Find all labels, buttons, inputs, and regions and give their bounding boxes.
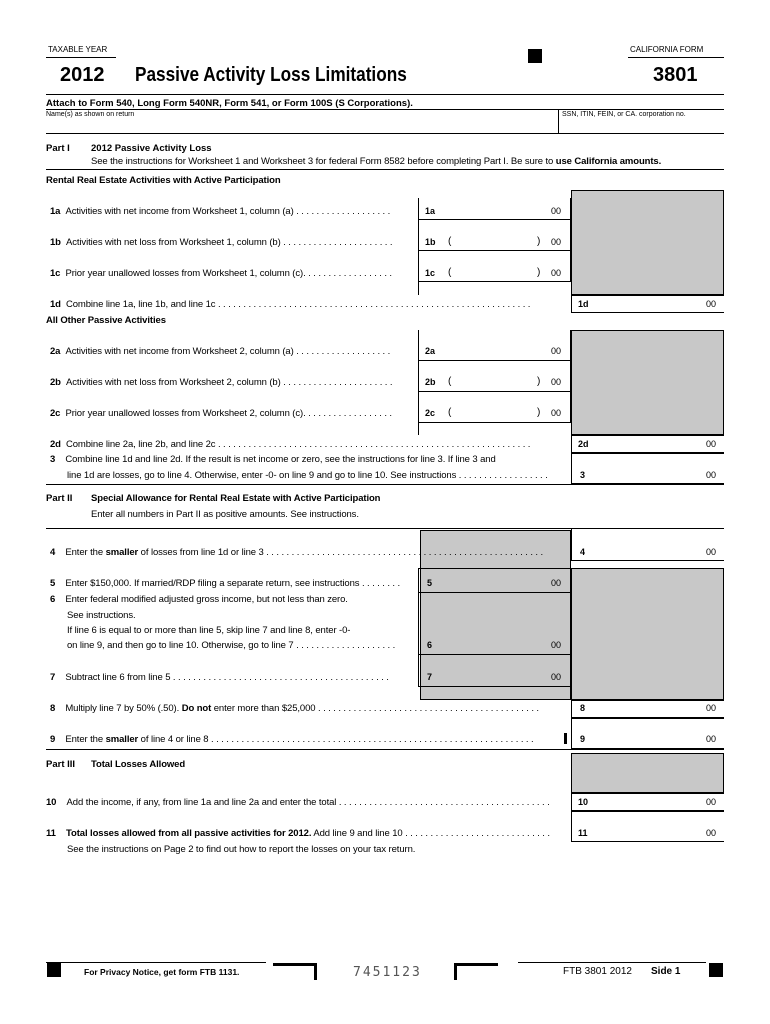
cents-2d: 00 <box>706 439 717 449</box>
cents-1c: 00 <box>551 268 562 278</box>
line-8-label: 8 Multiply line 7 by 50% (.50). Do not enter more than $25,000 . . . . . . . . . . . . . . . . . . . . . . . . . . . . . . . . . . . . . . . . . . . . <box>50 703 539 714</box>
cents-3: 00 <box>706 470 717 480</box>
box-label-5: 5 <box>427 578 433 588</box>
form-title: Passive Activity Loss Limitations <box>135 64 407 86</box>
line-1c-label: 1c Prior year unallowed losses from Worksheet 1, column (c). . . . . . . . . . . . . . . . . . <box>50 268 392 279</box>
line-10-input[interactable] <box>571 793 724 811</box>
line-1d-label: 1d Combine line 1a, line 1b, and line 1c . . . . . . . . . . . . . . . . . . . . . . . . . . . . . . . . . . . . . . . . . . . . . . . . . . . . . . . . . . . . . . <box>50 299 531 310</box>
paren-close: ) <box>537 267 541 278</box>
cents-1d: 00 <box>706 299 717 309</box>
line-1b-input[interactable] <box>418 220 571 251</box>
cents-11: 00 <box>706 828 717 838</box>
line-1c-input[interactable] <box>418 251 571 282</box>
line-2b-label: 2b Activities with net loss from Worksheet 2, column (b) . . . . . . . . . . . . . . . . . . . . . . <box>50 377 393 388</box>
cents-6: 00 <box>551 640 562 650</box>
line-2d-input[interactable] <box>571 435 724 453</box>
part2-description: Enter all numbers in Part II as positive amounts. See instructions. <box>91 509 359 520</box>
part1-title: 2012 Passive Activity Loss <box>91 143 212 154</box>
cents-10: 00 <box>706 797 717 807</box>
line-11-label-cont: See the instructions on Page 2 to find out how to report the losses on your tax return. <box>67 844 416 855</box>
line-1b-label: 1b Activities with net loss from Worksheet 1, column (b) . . . . . . . . . . . . . . . . . . . . . . <box>50 237 393 248</box>
line-2c-label: 2c Prior year unallowed losses from Worksheet 2, column (c). . . . . . . . . . . . . . . . . . <box>50 408 392 419</box>
line-5-label: 5 Enter $150,000. If married/RDP filing a separate return, see instructions . . . . . . . . <box>50 578 401 589</box>
shaded-area <box>571 190 724 295</box>
part1-label: Part I <box>46 143 70 154</box>
ssn-field[interactable] <box>560 118 724 132</box>
cents-7: 00 <box>551 672 562 682</box>
line-7-input[interactable] <box>418 654 571 687</box>
line-2c-input[interactable] <box>418 392 571 423</box>
registration-mark <box>709 963 723 977</box>
rental-heading: Rental Real Estate Activities with Active Participation <box>46 175 281 186</box>
form-id: FTB 3801 2012 <box>563 966 632 977</box>
line-6-input[interactable] <box>418 592 571 655</box>
box-label-1a: 1a <box>425 206 436 216</box>
line-6-label: 6 Enter federal modified adjusted gross income, but not less than zero. <box>50 594 348 605</box>
part3-title: Total Losses Allowed <box>91 759 186 770</box>
part2-title: Special Allowance for Rental Real Estate with Active Participation <box>91 493 381 504</box>
paren-open: ( <box>448 376 452 387</box>
cents-2c: 00 <box>551 408 562 418</box>
attach-instruction: Attach to Form 540, Long Form 540NR, Form 541, or Form 100S (S Corporations). <box>46 98 413 109</box>
paren-close: ) <box>537 236 541 247</box>
line-3-label-cont: line 1d are losses, go to line 4. Otherwise, enter -0- on line 9 and go to line 10. See instructions . . . . . . . . . . . . . . . . . . <box>67 470 548 481</box>
arrow-mark <box>564 733 567 744</box>
box-label-11: 11 <box>578 828 588 838</box>
box-label-1d: 1d <box>578 299 589 309</box>
line-6-label-cont: on line 9, and then go to line 10. Otherwise, go to line 7 . . . . . . . . . . . . . . . . . . . . <box>67 640 396 651</box>
line-7-label: 7 Subtract line 6 from line 5 . . . . . . . . . . . . . . . . . . . . . . . . . . . . . . . . . . . . . . . . . . . <box>50 672 389 683</box>
paren-open: ( <box>448 267 452 278</box>
line-5-input[interactable] <box>418 568 571 593</box>
side-number: Side 1 <box>651 966 681 977</box>
registration-mark <box>47 963 61 977</box>
line-9-input[interactable] <box>571 718 724 749</box>
box-label-1b: 1b <box>425 237 436 247</box>
line-1d-input[interactable] <box>571 295 724 313</box>
line-6-label-cont: See instructions. <box>67 610 136 621</box>
paren-close: ) <box>537 407 541 418</box>
line-2a-label: 2a Activities with net income from Worksheet 2, column (a) . . . . . . . . . . . . . . . . . . . <box>50 346 391 357</box>
paren-close: ) <box>537 376 541 387</box>
line-9-label: 9 Enter the smaller of line 4 or line 8 . . . . . . . . . . . . . . . . . . . . . . . . . . . . . . . . . . . . . . . . . . . . . . . . . . . . . . . . . . . . . . . . <box>50 734 534 745</box>
box-label-7: 7 <box>427 672 433 682</box>
part3-label: Part III <box>46 759 76 770</box>
box-label-3: 3 <box>580 470 586 480</box>
box-label-2b: 2b <box>425 377 436 387</box>
form-number: 3801 <box>653 64 698 86</box>
part1-description: See the instructions for Worksheet 1 and Worksheet 3 for federal Form 8582 before completing Part I. Be sure to use California amounts. <box>91 156 662 167</box>
line-3-input[interactable] <box>571 453 724 484</box>
name-field[interactable] <box>46 118 556 132</box>
cents-5: 00 <box>551 578 562 588</box>
shaded-area <box>571 568 724 700</box>
other-heading: All Other Passive Activities <box>46 315 166 326</box>
cents-8: 00 <box>706 703 717 713</box>
name-label: Name(s) as shown on return <box>46 111 135 118</box>
line-2b-input[interactable] <box>418 361 571 392</box>
line-2d-label: 2d Combine line 2a, line 2b, and line 2c . . . . . . . . . . . . . . . . . . . . . . . . . . . . . . . . . . . . . . . . . . . . . . . . . . . . . . . . . . . . . . <box>50 439 531 450</box>
box-label-2d: 2d <box>578 439 589 449</box>
tax-year: 2012 <box>60 64 105 86</box>
paren-open: ( <box>448 407 452 418</box>
cents-9: 00 <box>706 734 717 744</box>
box-label-1c: 1c <box>425 268 436 278</box>
part2-label: Part II <box>46 493 73 504</box>
ssn-label: SSN, ITIN, FEIN, or CA. corporation no. <box>562 111 686 118</box>
line-6-label-cont: If line 6 is equal to or more than line 5, skip line 7 and line 8, enter -0- <box>67 625 351 636</box>
line-8-input[interactable] <box>571 700 724 718</box>
privacy-notice: For Privacy Notice, get form FTB 1131. <box>84 967 240 977</box>
line-11-input[interactable] <box>571 811 724 842</box>
cents-2b: 00 <box>551 377 562 387</box>
cents-2a: 00 <box>551 346 562 356</box>
line-1a-label: 1a Activities with net income from Worksheet 1, column (a) . . . . . . . . . . . . . . . . . . . <box>50 206 391 217</box>
box-label-4: 4 <box>580 547 586 557</box>
line-4-label: 4 Enter the smaller of losses from line 1d or line 3 . . . . . . . . . . . . . . . . . . . . . . . . . . . . . . . . . . . . . . . . . . . . . . . . . . . . . . . <box>50 547 544 558</box>
california-form-label: CALIFORNIA FORM <box>630 45 704 54</box>
line-2a-input[interactable] <box>418 330 571 361</box>
taxable-year-label: TAXABLE YEAR <box>48 45 108 54</box>
line-1a-input[interactable] <box>418 198 571 220</box>
line-11-label: 11 Total losses allowed from all passive activities for 2012. Add line 9 and line 10 . . . . . . . . . . . . . . . . . . . . . . . . . . . . . <box>46 828 550 839</box>
line-10-label: 10 Add the income, if any, from line 1a and line 2a and enter the total . . . . . . . . . . . . . . . . . . . . . . . . . . . . . . . . . . . . . . . . . . <box>46 797 550 808</box>
shaded-area <box>571 330 724 435</box>
cents-4: 00 <box>706 547 717 557</box>
box-label-8: 8 <box>580 703 586 713</box>
paren-open: ( <box>448 236 452 247</box>
line-3-label: 3 Combine line 1d and line 2d. If the result is net income or zero, see the instructions for line 3. If line 3 and <box>50 454 496 465</box>
box-label-2a: 2a <box>425 346 436 356</box>
registration-mark <box>528 49 542 63</box>
cents-1a: 00 <box>551 206 562 216</box>
shaded-area <box>571 753 724 793</box>
line-4-input[interactable] <box>571 528 724 561</box>
box-label-9: 9 <box>580 734 586 744</box>
box-label-10: 10 <box>578 797 589 807</box>
cents-1b: 00 <box>551 237 562 247</box>
box-label-2c: 2c <box>425 408 436 418</box>
box-label-6: 6 <box>427 640 433 650</box>
barcode-number: 7451123 <box>353 965 422 980</box>
